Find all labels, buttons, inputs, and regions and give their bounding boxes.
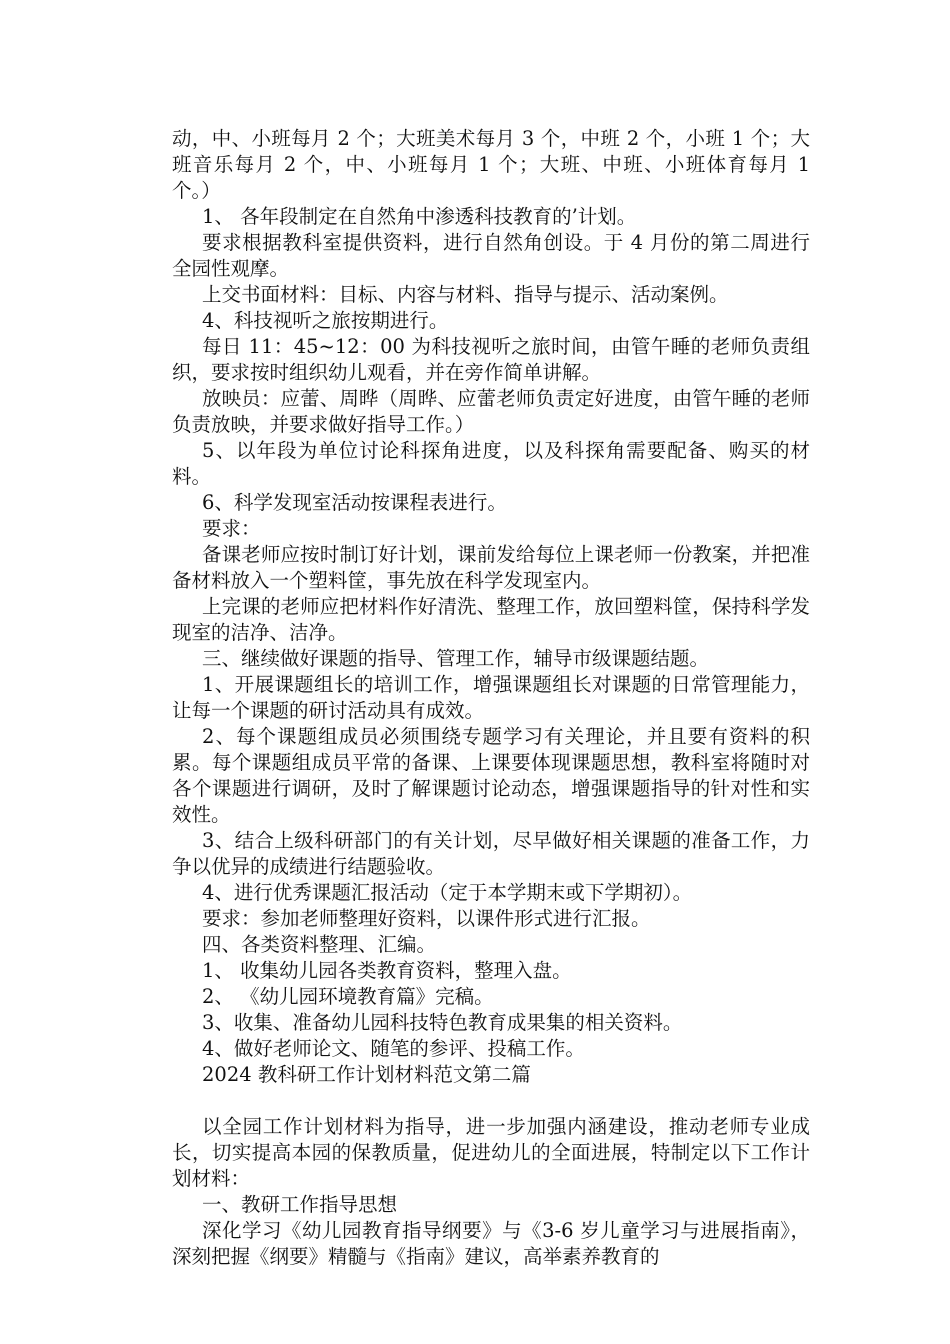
paragraph: 3、收集、准备幼儿园科技特色教育成果集的相关资料。 — [202, 1011, 683, 1034]
paragraph: 放映员：应蕾、周晔（周晔、应蕾老师负责定好进度，由管午睡的老师负责放映，并要求做好指导工作。） — [172, 387, 810, 436]
paragraph: 以全园工作计划材料为指导，进一步加强内涵建设，推动老师专业成长，切实提高本园的保教质量，促进幼儿的全面进展，特制定以下工作计划材料： — [172, 1115, 810, 1190]
paragraph: 要求： — [202, 517, 261, 540]
section-heading: 四、各类资料整理、汇编。 — [202, 933, 437, 956]
paragraph: 4、科技视听之旅按期进行。 — [202, 309, 449, 332]
paragraph: 备课老师应按时制订好计划，课前发给每位上课老师一份教案，并把准备材料放入一个塑料筐，事先放在科学发现室内。 — [172, 543, 810, 592]
paragraph: 深化学习《幼儿园教育指导纲要》与《3-6 岁儿童学习与进展指南》，深刻把握《纲要》精髓与《指南》建议，高举素养教育的 — [172, 1219, 810, 1268]
paragraph: 2、每个课题组成员必须围绕专题学习有关理论，并且要有资料的积累。每个课题组成员平常的备课、上课要体现课题思想，教科室将随时对各个课题进行调研，及时了解课题讨论动态，增强课题指导的针对性和实效性。 — [172, 725, 810, 826]
paragraph: 要求：参加老师整理好资料，以课件形式进行汇报。 — [202, 907, 651, 930]
paragraph: 6、科学发现室活动按课程表进行。 — [202, 491, 507, 514]
paragraph: 上完课的老师应把材料作好清洗、整理工作，放回塑料筐，保持科学发现室的洁净、洁净。 — [172, 595, 810, 644]
paragraph: 5、以年段为单位讨论科探角进度，以及科探角需要配备、购买的材料。 — [172, 439, 810, 488]
section-heading: 一、教研工作指导思想 — [202, 1193, 398, 1216]
paragraph: 2、 《幼儿园环境教育篇》完稿。 — [202, 985, 494, 1008]
paragraph: 动，中、小班每月 2 个；大班美术每月 3 个，中班 2 个，小班 1 个；大班音乐每月 2 个，中、小班每月 1 个；大班、中班、小班体育每月 1 个。） — [172, 127, 810, 202]
paragraph: 3、结合上级科研部门的有关计划，尽早做好相关课题的准备工作，力争以优异的成绩进行结题验收。 — [172, 829, 810, 878]
paragraph: 4、做好老师论文、随笔的参评、投稿工作。 — [202, 1037, 585, 1060]
document-body — [172, 126, 810, 1270]
paragraph: 1、 各年段制定在自然角中渗透科技教育的’计划。 — [202, 205, 637, 228]
paragraph: 1、开展课题组长的培训工作，增强课题组长对课题的日常管理能力，让每一个课题的研讨活动具有成效。 — [172, 673, 810, 722]
blank-line — [172, 1088, 810, 1114]
paragraph: 1、 收集幼儿园各类教育资料，整理入盘。 — [202, 959, 572, 982]
paragraph: 4、进行优秀课题汇报活动（定于本学期末或下学期初）。 — [202, 881, 693, 904]
paragraph: 每日 11：45~12：00 为科技视听之旅时间，由管午睡的老师负责组织，要求按时组织幼儿观看，并在旁作简单讲解。 — [172, 335, 810, 384]
document-title: 2024 教科研工作计划材料范文第二篇 — [202, 1063, 531, 1086]
paragraph: 上交书面材料：目标、内容与材料、指导与提示、活动案例。 — [202, 283, 729, 306]
section-heading: 三、继续做好课题的指导、管理工作，辅导市级课题结题。 — [202, 647, 710, 670]
paragraph: 要求根据教科室提供资料，进行自然角创设。于 4 月份的第二周进行全园性观摩。 — [172, 231, 810, 280]
